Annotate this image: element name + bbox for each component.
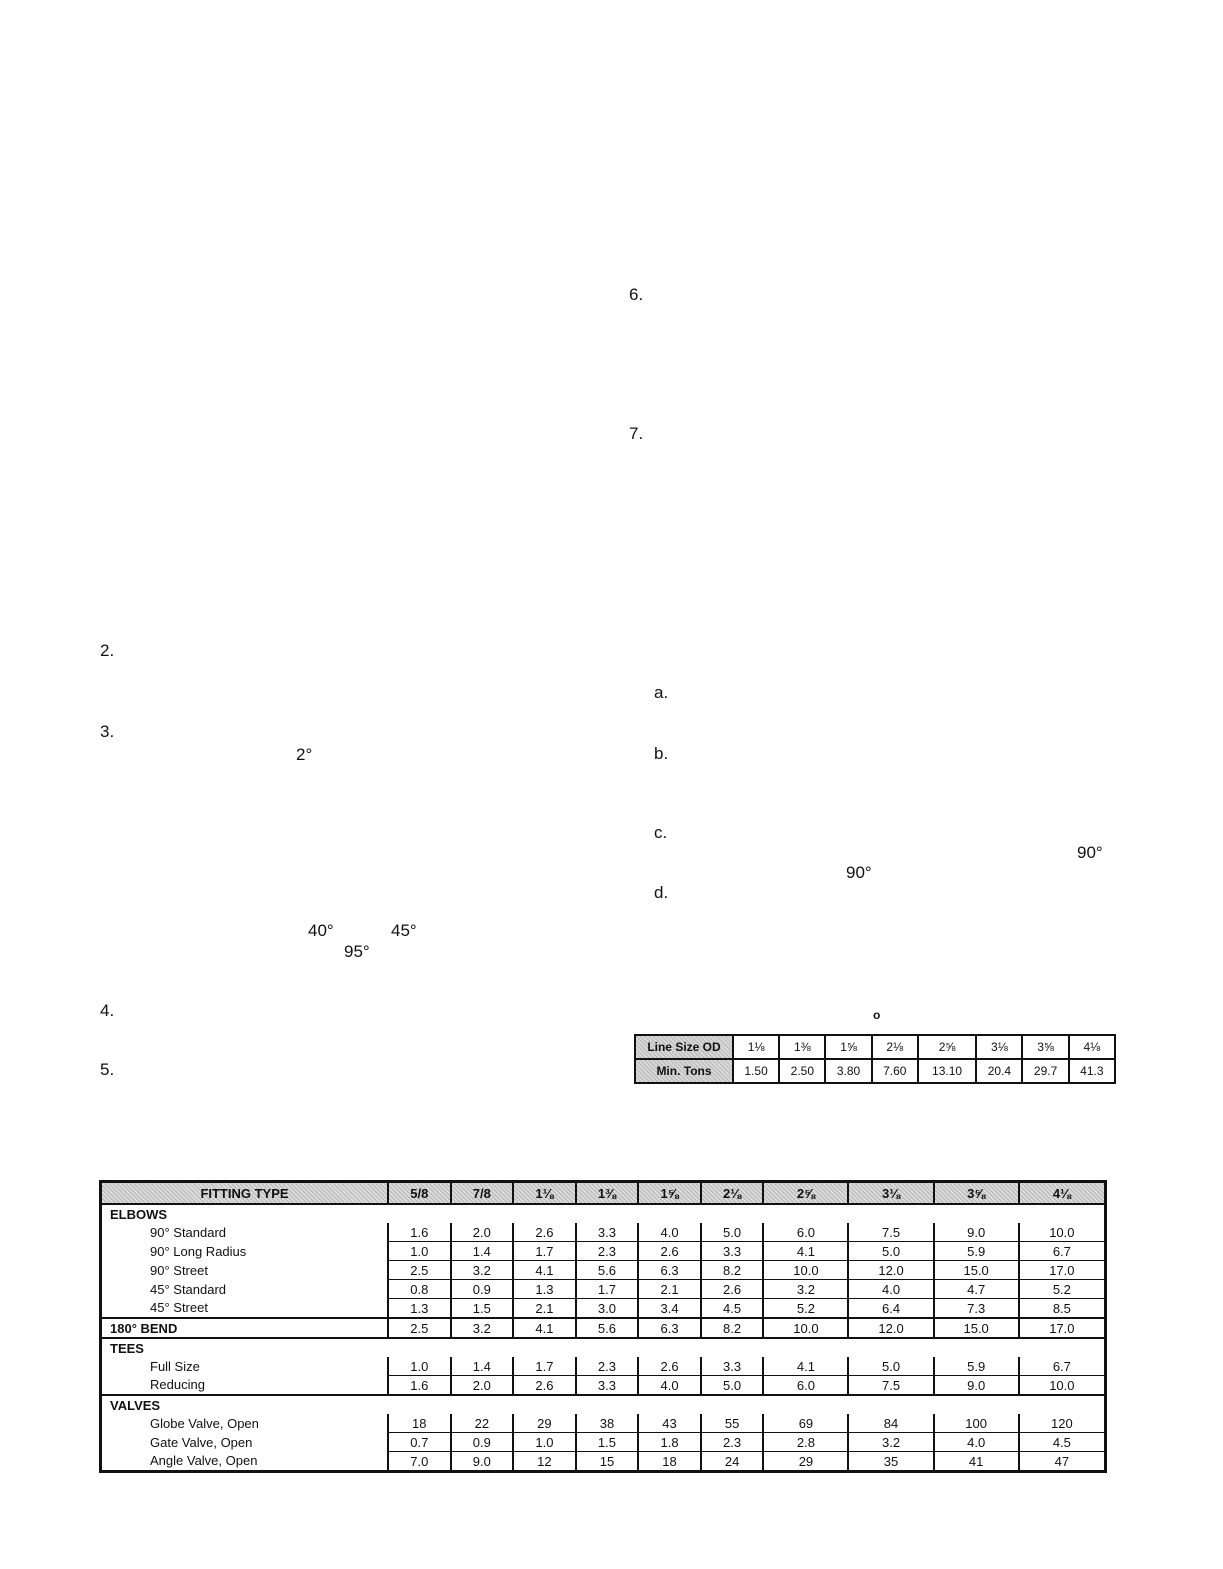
equivalent-length-cell: 3.4 bbox=[638, 1299, 701, 1319]
equivalent-length-cell: 5.9 bbox=[934, 1242, 1019, 1261]
degree-90-b: 90° bbox=[846, 863, 872, 882]
equivalent-length-cell: 2.6 bbox=[638, 1242, 701, 1261]
equivalent-length-cell: 3.0 bbox=[576, 1299, 639, 1319]
equivalent-length-cell: 5.0 bbox=[848, 1242, 933, 1261]
line-size-cell: 2⅝ bbox=[918, 1035, 976, 1059]
equivalent-length-cell: 2.6 bbox=[513, 1223, 576, 1242]
item-marker-d: d. bbox=[654, 883, 669, 902]
equivalent-length-cell: 3.2 bbox=[848, 1433, 933, 1452]
min-tons-cell: 20.4 bbox=[976, 1059, 1022, 1083]
degree-90-a: 90° bbox=[1077, 843, 1103, 862]
equivalent-length-cell: 29 bbox=[763, 1452, 848, 1472]
equivalent-length-cell: 8.2 bbox=[701, 1261, 764, 1280]
equivalent-length-cell: 1.8 bbox=[638, 1433, 701, 1452]
item-marker-b: b. bbox=[654, 744, 669, 763]
equivalent-length-cell: 12 bbox=[513, 1452, 576, 1472]
equivalent-length-cell: 47 bbox=[1019, 1452, 1106, 1472]
min-tons-table bbox=[634, 1034, 1116, 1084]
size-header: 2⅛ bbox=[701, 1182, 764, 1205]
equivalent-length-cell: 17.0 bbox=[1019, 1261, 1106, 1280]
degree-mark: o bbox=[873, 1008, 881, 1022]
fitting-label: 90° Standard bbox=[101, 1223, 389, 1242]
table-row bbox=[101, 1414, 1106, 1433]
equivalent-length-cell: 2.6 bbox=[638, 1357, 701, 1376]
equivalent-length-cell: 3.3 bbox=[576, 1223, 639, 1242]
fitting-label: Globe Valve, Open bbox=[101, 1414, 389, 1433]
size-header: 5/8 bbox=[388, 1182, 451, 1205]
degree-95: 95° bbox=[344, 942, 370, 961]
equivalent-length-cell: 3.2 bbox=[451, 1261, 514, 1280]
line-size-label: Line Size OD bbox=[635, 1035, 733, 1059]
equivalent-length-cell: 5.0 bbox=[848, 1357, 933, 1376]
equivalent-length-cell: 0.9 bbox=[451, 1433, 514, 1452]
equivalent-length-cell: 9.0 bbox=[451, 1452, 514, 1472]
fitting-label: 45° Street bbox=[101, 1299, 389, 1319]
item-marker-6: 6. bbox=[629, 285, 644, 304]
equivalent-length-cell: 8.2 bbox=[701, 1318, 764, 1338]
equivalent-length-cell: 2.0 bbox=[451, 1223, 514, 1242]
size-header: 4⅛ bbox=[1019, 1182, 1106, 1205]
equivalent-length-cell: 2.6 bbox=[701, 1280, 764, 1299]
table-row bbox=[101, 1280, 1106, 1299]
fitting-label: Full Size bbox=[101, 1357, 389, 1376]
equivalent-length-cell: 5.6 bbox=[576, 1261, 639, 1280]
equivalent-length-cell: 7.5 bbox=[848, 1223, 933, 1242]
equivalent-length-cell: 15.0 bbox=[934, 1318, 1019, 1338]
min-tons-label: Min. Tons bbox=[635, 1059, 733, 1083]
equivalent-length-cell: 6.7 bbox=[1019, 1242, 1106, 1261]
equivalent-length-cell: 9.0 bbox=[934, 1223, 1019, 1242]
size-header: 1⅛ bbox=[513, 1182, 576, 1205]
equivalent-length-cell: 18 bbox=[388, 1414, 451, 1433]
degree-40: 40° bbox=[308, 921, 334, 940]
equivalent-length-cell: 7.0 bbox=[388, 1452, 451, 1472]
equivalent-length-cell: 4.1 bbox=[763, 1357, 848, 1376]
line-size-cell: 1⅝ bbox=[825, 1035, 871, 1059]
section-label: ELBOWS bbox=[101, 1204, 1106, 1223]
equivalent-length-cell: 2.8 bbox=[763, 1433, 848, 1452]
equivalent-length-cell: 38 bbox=[576, 1414, 639, 1433]
equivalent-length-cell: 1.4 bbox=[451, 1357, 514, 1376]
equivalent-length-cell: 6.0 bbox=[763, 1223, 848, 1242]
equivalent-length-cell: 1.0 bbox=[388, 1242, 451, 1261]
equivalent-length-cell: 69 bbox=[763, 1414, 848, 1433]
size-header: 3⅛ bbox=[848, 1182, 933, 1205]
equivalent-length-cell: 10.0 bbox=[1019, 1223, 1106, 1242]
size-header: 2⅝ bbox=[763, 1182, 848, 1205]
line-size-cell: 3⅝ bbox=[1022, 1035, 1068, 1059]
equivalent-length-cell: 1.7 bbox=[513, 1242, 576, 1261]
line-size-cell: 1⅛ bbox=[733, 1035, 779, 1059]
item-marker-3: 3. bbox=[100, 722, 115, 741]
degree-2: 2° bbox=[296, 745, 313, 764]
equivalent-length-cell: 12.0 bbox=[848, 1318, 933, 1338]
fitting-label: Gate Valve, Open bbox=[101, 1433, 389, 1452]
section-row bbox=[101, 1338, 1106, 1357]
equivalent-length-cell: 3.2 bbox=[763, 1280, 848, 1299]
equivalent-length-cell: 5.2 bbox=[763, 1299, 848, 1319]
min-tons-cell: 2.50 bbox=[779, 1059, 825, 1083]
item-marker-7: 7. bbox=[629, 424, 644, 443]
table-row bbox=[101, 1242, 1106, 1261]
section-label: VALVES bbox=[101, 1395, 1106, 1414]
equivalent-length-cell: 4.5 bbox=[701, 1299, 764, 1319]
fitting-type-header: FITTING TYPE bbox=[101, 1182, 389, 1205]
equivalent-length-cell: 2.3 bbox=[576, 1242, 639, 1261]
fitting-label: 90° Long Radius bbox=[101, 1242, 389, 1261]
line-size-row bbox=[635, 1035, 1115, 1059]
equivalent-length-cell: 5.6 bbox=[576, 1318, 639, 1338]
equivalent-length-cell: 24 bbox=[701, 1452, 764, 1472]
fitting-label: Reducing bbox=[101, 1376, 389, 1396]
min-tons-cell: 41.3 bbox=[1069, 1059, 1115, 1083]
equivalent-length-cell: 10.0 bbox=[763, 1261, 848, 1280]
equivalent-length-cell: 6.3 bbox=[638, 1261, 701, 1280]
equivalent-length-cell: 2.1 bbox=[638, 1280, 701, 1299]
table-row bbox=[101, 1299, 1106, 1319]
table-row bbox=[101, 1433, 1106, 1452]
equivalent-length-cell: 120 bbox=[1019, 1414, 1106, 1433]
equivalent-length-cell: 18 bbox=[638, 1452, 701, 1472]
equivalent-length-cell: 1.7 bbox=[513, 1357, 576, 1376]
min-tons-row bbox=[635, 1059, 1115, 1083]
equivalent-length-cell: 1.7 bbox=[576, 1280, 639, 1299]
equivalent-length-cell: 10.0 bbox=[763, 1318, 848, 1338]
table-row bbox=[101, 1223, 1106, 1242]
equivalent-length-cell: 1.4 bbox=[451, 1242, 514, 1261]
equivalent-length-cell: 2.1 bbox=[513, 1299, 576, 1319]
equivalent-length-cell: 4.7 bbox=[934, 1280, 1019, 1299]
section-row bbox=[101, 1204, 1106, 1223]
fitting-label: 90° Street bbox=[101, 1261, 389, 1280]
equivalent-length-cell: 6.0 bbox=[763, 1376, 848, 1396]
section-label: TEES bbox=[101, 1338, 1106, 1357]
equivalent-length-cell: 0.7 bbox=[388, 1433, 451, 1452]
equivalent-length-cell: 0.9 bbox=[451, 1280, 514, 1299]
fittings-table bbox=[99, 1180, 1107, 1473]
equivalent-length-cell: 12.0 bbox=[848, 1261, 933, 1280]
item-marker-c: c. bbox=[654, 823, 668, 842]
equivalent-length-cell: 15 bbox=[576, 1452, 639, 1472]
equivalent-length-cell: 41 bbox=[934, 1452, 1019, 1472]
equivalent-length-cell: 22 bbox=[451, 1414, 514, 1433]
equivalent-length-cell: 15.0 bbox=[934, 1261, 1019, 1280]
table-row bbox=[101, 1318, 1106, 1338]
min-tons-cell: 1.50 bbox=[733, 1059, 779, 1083]
equivalent-length-cell: 1.6 bbox=[388, 1376, 451, 1396]
equivalent-length-cell: 3.3 bbox=[701, 1242, 764, 1261]
equivalent-length-cell: 10.0 bbox=[1019, 1376, 1106, 1396]
equivalent-length-cell: 0.8 bbox=[388, 1280, 451, 1299]
degree-45: 45° bbox=[391, 921, 417, 940]
equivalent-length-cell: 8.5 bbox=[1019, 1299, 1106, 1319]
equivalent-length-cell: 3.3 bbox=[576, 1376, 639, 1396]
equivalent-length-cell: 6.3 bbox=[638, 1318, 701, 1338]
item-marker-4: 4. bbox=[100, 1001, 115, 1020]
equivalent-length-cell: 1.3 bbox=[388, 1299, 451, 1319]
line-size-cell: 1⅜ bbox=[779, 1035, 825, 1059]
equivalent-length-cell: 2.3 bbox=[701, 1433, 764, 1452]
equivalent-length-cell: 4.1 bbox=[763, 1242, 848, 1261]
section-row bbox=[101, 1395, 1106, 1414]
equivalent-length-cell: 5.2 bbox=[1019, 1280, 1106, 1299]
fitting-label: 180° BEND bbox=[101, 1318, 389, 1338]
equivalent-length-cell: 6.7 bbox=[1019, 1357, 1106, 1376]
equivalent-length-cell: 1.6 bbox=[388, 1223, 451, 1242]
table-row bbox=[101, 1357, 1106, 1376]
equivalent-length-cell: 4.0 bbox=[848, 1280, 933, 1299]
item-marker-2: 2. bbox=[100, 641, 115, 660]
table-row bbox=[101, 1452, 1106, 1472]
equivalent-length-cell: 3.3 bbox=[701, 1357, 764, 1376]
equivalent-length-cell: 17.0 bbox=[1019, 1318, 1106, 1338]
equivalent-length-cell: 5.9 bbox=[934, 1357, 1019, 1376]
size-header: 7/8 bbox=[451, 1182, 514, 1205]
min-tons-cell: 3.80 bbox=[825, 1059, 871, 1083]
equivalent-length-cell: 2.0 bbox=[451, 1376, 514, 1396]
equivalent-length-cell: 6.4 bbox=[848, 1299, 933, 1319]
equivalent-length-cell: 55 bbox=[701, 1414, 764, 1433]
equivalent-length-cell: 4.1 bbox=[513, 1318, 576, 1338]
size-header: 1⅝ bbox=[638, 1182, 701, 1205]
equivalent-length-cell: 2.5 bbox=[388, 1318, 451, 1338]
table-row bbox=[101, 1376, 1106, 1396]
min-tons-cell: 29.7 bbox=[1022, 1059, 1068, 1083]
line-size-cell: 4⅛ bbox=[1069, 1035, 1115, 1059]
size-header: 1⅜ bbox=[576, 1182, 639, 1205]
equivalent-length-cell: 7.5 bbox=[848, 1376, 933, 1396]
equivalent-length-cell: 4.0 bbox=[638, 1376, 701, 1396]
equivalent-length-cell: 2.5 bbox=[388, 1261, 451, 1280]
equivalent-length-cell: 5.0 bbox=[701, 1223, 764, 1242]
equivalent-length-cell: 1.5 bbox=[576, 1433, 639, 1452]
equivalent-length-cell: 1.0 bbox=[513, 1433, 576, 1452]
item-marker-a: a. bbox=[654, 683, 669, 702]
line-size-cell: 3⅛ bbox=[976, 1035, 1022, 1059]
equivalent-length-cell: 4.5 bbox=[1019, 1433, 1106, 1452]
equivalent-length-cell: 1.5 bbox=[451, 1299, 514, 1319]
fittings-body bbox=[101, 1204, 1106, 1472]
equivalent-length-cell: 1.0 bbox=[388, 1357, 451, 1376]
line-size-cell: 2⅛ bbox=[872, 1035, 918, 1059]
equivalent-length-cell: 3.2 bbox=[451, 1318, 514, 1338]
equivalent-length-cell: 43 bbox=[638, 1414, 701, 1433]
equivalent-length-cell: 4.1 bbox=[513, 1261, 576, 1280]
fitting-label: Angle Valve, Open bbox=[101, 1452, 389, 1472]
min-tons-cell: 13.10 bbox=[918, 1059, 976, 1083]
equivalent-length-cell: 29 bbox=[513, 1414, 576, 1433]
item-marker-5: 5. bbox=[100, 1060, 115, 1079]
fitting-label: 45° Standard bbox=[101, 1280, 389, 1299]
min-tons-cell: 7.60 bbox=[872, 1059, 918, 1083]
fittings-header-row bbox=[101, 1182, 1106, 1205]
size-header: 3⅝ bbox=[934, 1182, 1019, 1205]
equivalent-length-cell: 84 bbox=[848, 1414, 933, 1433]
equivalent-length-cell: 2.3 bbox=[576, 1357, 639, 1376]
equivalent-length-cell: 4.0 bbox=[638, 1223, 701, 1242]
equivalent-length-cell: 9.0 bbox=[934, 1376, 1019, 1396]
equivalent-length-cell: 100 bbox=[934, 1414, 1019, 1433]
equivalent-length-cell: 7.3 bbox=[934, 1299, 1019, 1319]
equivalent-length-cell: 4.0 bbox=[934, 1433, 1019, 1452]
equivalent-length-cell: 2.6 bbox=[513, 1376, 576, 1396]
table-row bbox=[101, 1261, 1106, 1280]
equivalent-length-cell: 5.0 bbox=[701, 1376, 764, 1396]
equivalent-length-cell: 1.3 bbox=[513, 1280, 576, 1299]
equivalent-length-cell: 35 bbox=[848, 1452, 933, 1472]
